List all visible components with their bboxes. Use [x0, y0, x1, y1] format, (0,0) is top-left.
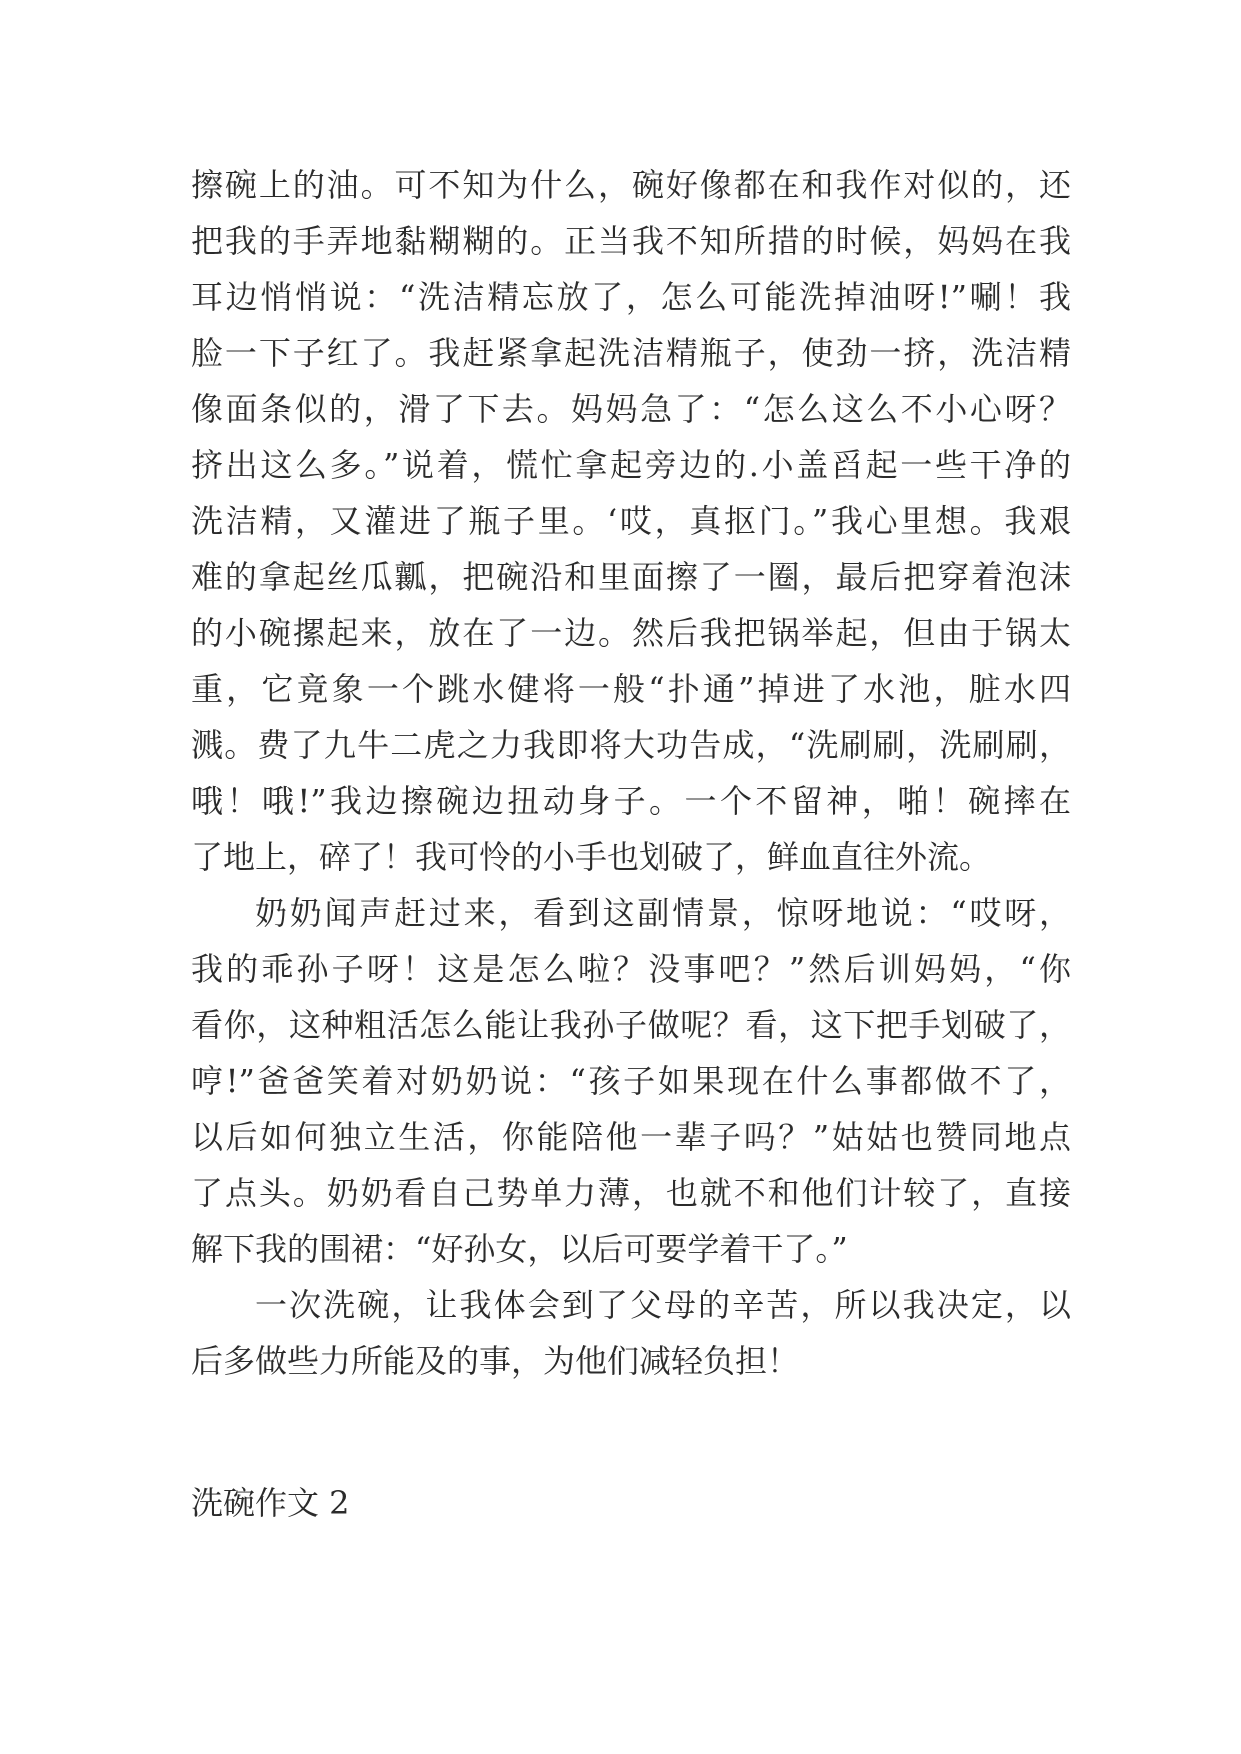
text-line: 重，它竟象一个跳水健将一般“扑通”掉进了水池，脏水四: [191, 670, 1071, 708]
text-line: 看你，这种粗活怎么能让我孙子做呢？看，这下把手划破了，: [191, 1006, 1071, 1044]
text-line: 一次洗碗，让我体会到了父母的辛苦，所以我决定，以: [255, 1286, 1071, 1324]
text-line: 了地上，碎了！我可怜的小手也划破了，鲜血直往外流。: [191, 838, 992, 876]
text-line: 脸一下子红了。我赶紧拿起洗洁精瓶子，使劲一挤，洗洁精: [191, 334, 1071, 372]
text-line: 以后如何独立生活，你能陪他一辈子吗？”姑姑也赞同地点: [191, 1118, 1071, 1156]
text-line: 擦碗上的油。可不知为什么，碗好像都在和我作对似的，还: [191, 166, 1071, 204]
text-line: 了点头。奶奶看自己势单力薄，也就不和他们计较了，直接: [191, 1174, 1071, 1212]
text-line: 后多做些力所能及的事，为他们减轻负担！: [191, 1342, 800, 1380]
essay-body: [191, 157, 1071, 1389]
text-line: 把我的手弄地黏糊糊的。正当我不知所措的时候，妈妈在我: [191, 222, 1071, 260]
text-line: 耳边悄悄说：“洗洁精忘放了，怎么可能洗掉油呀!”唰！我: [191, 278, 1071, 316]
text-line: 哼!”爸爸笑着对奶奶说：“孩子如果现在什么事都做不了，: [191, 1062, 1071, 1100]
paragraph-2: [191, 885, 1071, 1277]
section-heading: 洗碗作文 2: [191, 1484, 350, 1522]
text-line: 奶奶闻声赶过来，看到这副情景，惊呀地说：“哎呀，: [255, 894, 1071, 932]
paragraph-1: [191, 157, 1071, 885]
text-line: 像面条似的，滑了下去。妈妈急了：“怎么这么不小心呀？: [191, 390, 1071, 428]
paragraph-3: [191, 1277, 1071, 1389]
text-line: 的小碗摞起来，放在了一边。然后我把锅举起，但由于锅太: [191, 614, 1071, 652]
text-line: 挤出这么多。”说着，慌忙拿起旁边的.小盖舀起一些干净的: [191, 446, 1071, 484]
text-line: 我的乖孙子呀！这是怎么啦？没事吧？”然后训妈妈，“你: [191, 950, 1071, 988]
text-line: 解下我的围裙：“好孙女，以后可要学着干了。”: [191, 1230, 848, 1268]
text-line: 洗洁精，又灌进了瓶子里。‘哎，真抠门。”我心里想。我艰: [191, 502, 1071, 540]
text-line: 难的拿起丝瓜瓤，把碗沿和里面擦了一圈，最后把穿着泡沫: [191, 558, 1071, 596]
text-line: 哦！哦!”我边擦碗边扭动身子。一个不留神，啪！碗摔在: [191, 782, 1071, 820]
text-line: 溅。费了九牛二虎之力我即将大功告成，“洗刷刷，洗刷刷，: [191, 726, 1071, 764]
